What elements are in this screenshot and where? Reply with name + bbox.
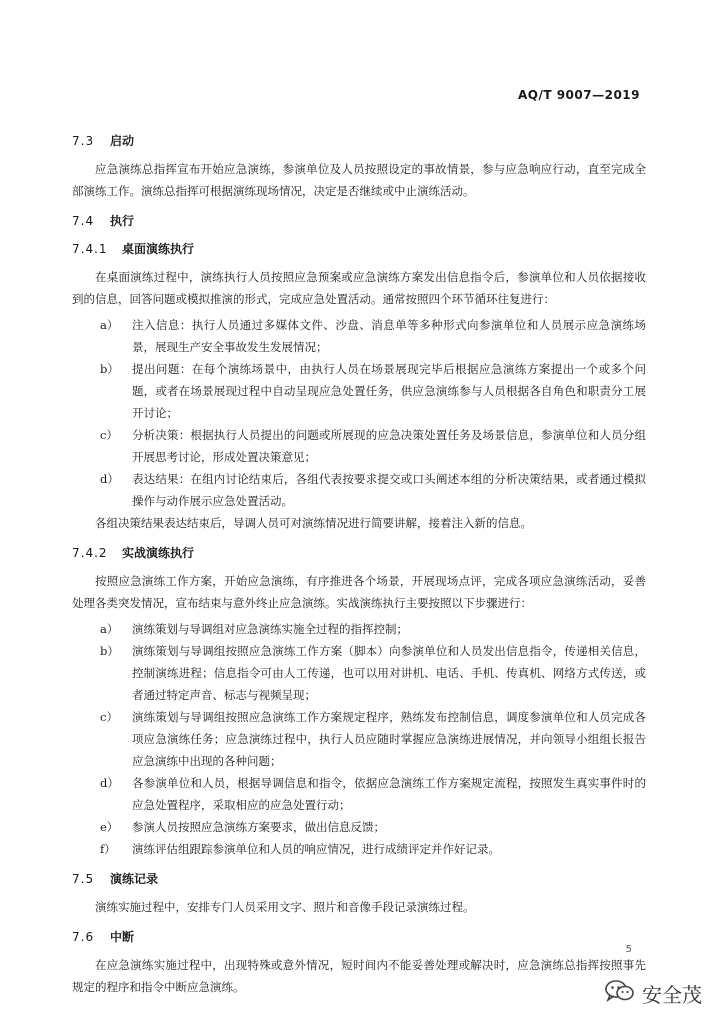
list-marker: f） <box>100 842 116 856</box>
list-marker: d） <box>100 472 119 486</box>
list-text: 注入信息：执行人员通过多媒体文件、沙盘、消息单等多种形式向参演单位和人员展示应急演练场景，展现生产安全事故发生发展情况； <box>132 318 646 354</box>
watermark <box>604 978 702 1009</box>
watermark-text: 安全茂 <box>642 983 702 1007</box>
section-heading-7-4 <box>72 212 646 230</box>
section-number: 7.3 <box>72 134 95 148</box>
standard-code: AQ/T 9007—2019 <box>517 88 640 102</box>
list-item <box>72 640 646 706</box>
section-number: 7.6 <box>72 930 95 944</box>
section-number: 7.4.2 <box>72 546 108 560</box>
list-item <box>72 358 646 424</box>
list-item <box>72 314 646 358</box>
list-marker: b） <box>100 644 119 658</box>
section-title: 演练记录 <box>110 872 159 886</box>
section-title: 中断 <box>110 930 135 944</box>
list-item <box>72 838 646 860</box>
section-title: 桌面演练执行 <box>122 242 195 256</box>
section-number: 7.4.1 <box>72 242 108 256</box>
wechat-icon <box>604 978 636 1009</box>
document-body <box>72 122 646 1002</box>
section-number: 7.4 <box>72 214 95 228</box>
list-text: 演练策划与导调组按照应急演练工作方案（脚本）向参演单位和人员发出信息指令，传递相关信息，控制演练进程；信息指令可由人工传递，也可以用对讲机、电话、手机、传真机、网络方式传送，或者通过特定声音、标志与视频呈现； <box>132 644 646 702</box>
paragraph: 在应急演练实施过程中，出现特殊或意外情况，短时间内不能妥善处理或解决时，应急演练总指挥按照事先规定的程序和指令中断应急演练。 <box>72 958 646 994</box>
list-text: 演练评估组跟踪参演单位和人员的响应情况，进行成绩评定并作好记录。 <box>132 842 500 856</box>
section-title: 实战演练执行 <box>122 546 195 560</box>
list-item <box>72 424 646 468</box>
section-number: 7.5 <box>72 872 95 886</box>
list-text: 表达结果：在组内讨论结束后，各组代表按要求提交或口头阐述本组的分析决策结果，或者通过模拟操作与动作展示应急处置活动。 <box>132 472 646 508</box>
page-number: 5 <box>625 944 632 955</box>
list-marker: b） <box>100 362 119 376</box>
list-text: 演练策划与导调组对应急演练实施全过程的指挥控制； <box>132 622 408 636</box>
list-text: 提出问题：在每个演练场景中，由执行人员在场景展现完毕后根据应急演练方案提出一个或多个问题，或者在场景展现过程中自动呈现应急处置任务，供应急演练参与人员根据各自角色和职责分工展开讨论； <box>132 362 646 420</box>
list-item <box>72 618 646 640</box>
list-marker: a） <box>100 622 119 636</box>
section-heading-7-5 <box>72 870 646 888</box>
list-marker: d） <box>100 776 119 790</box>
list-item <box>72 816 646 838</box>
list-marker: a） <box>100 318 119 332</box>
list-text: 演练策划与导调组按照应急演练工作方案规定程序，熟练发布控制信息，调度参演单位和人员完成各项应急演练任务；应急演练过程中，执行人员应随时掌握应急演练进展情况，并向领导小组组长报告应急演练中出现的各种问题； <box>132 710 646 768</box>
section-title: 启动 <box>110 134 135 148</box>
list-marker: c） <box>100 428 118 442</box>
list-marker: e） <box>100 820 119 834</box>
list-item <box>72 706 646 772</box>
section-heading-7-4-2 <box>72 544 646 562</box>
list-marker: c） <box>100 710 118 724</box>
list-text: 各参演单位和人员，根据导调信息和指令，依据应急演练工作方案规定流程，按照发生真实事件时的应急处置程序，采取相应的应急处置行动； <box>132 776 646 812</box>
section-heading-7-3 <box>72 132 646 150</box>
paragraph: 按照应急演练工作方案，开始应急演练，有序推进各个场景，开展现场点评，完成各项应急演练活动，妥善处理各类突发情况，宣布结束与意外终止应急演练。实战演练执行主要按照以下步骤进行： <box>72 574 646 610</box>
list-item <box>72 772 646 816</box>
section-title: 执行 <box>110 214 135 228</box>
paragraph: 应急演练总指挥宣布开始应急演练，参演单位及人员按照设定的事故情景，参与应急响应行动，直至完成全部演练工作。演练总指挥可根据演练现场情况，决定是否继续或中止演练活动。 <box>72 162 646 198</box>
paragraph: 在桌面演练过程中，演练执行人员按照应急预案或应急演练方案发出信息指令后，参演单位和人员依据接收到的信息，回答问题或模拟推演的形式，完成应急处置活动。通常按照四个环节循环往复进行： <box>72 270 646 306</box>
section-heading-7-6 <box>72 928 646 946</box>
paragraph: 演练实施过程中，安排专门人员采用文字、照片和音像手段记录演练过程。 <box>95 900 475 914</box>
list-text: 参演人员按照应急演练方案要求，做出信息反馈； <box>132 820 385 834</box>
list-item <box>72 468 646 512</box>
paragraph: 各组决策结果表达结束后，导调人员可对演练情况进行简要讲解，接着注入新的信息。 <box>95 516 532 530</box>
list-text: 分析决策：根据执行人员提出的问题或所展现的应急决策处置任务及场景信息，参演单位和人员分组开展思考讨论，形成处置决策意见； <box>132 428 646 464</box>
section-heading-7-4-1 <box>72 240 646 258</box>
